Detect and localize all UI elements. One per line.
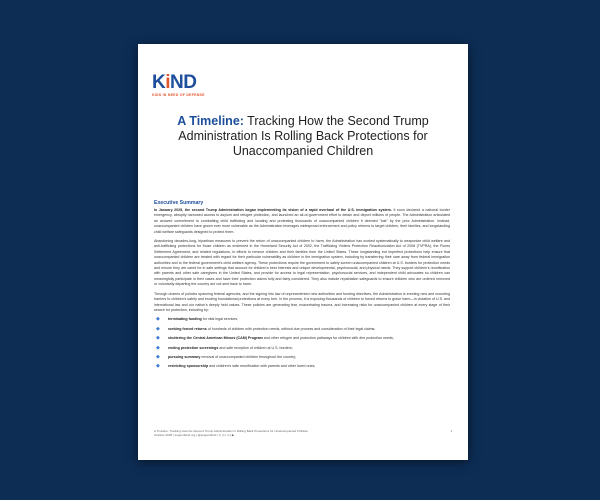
diamond-bullet-icon: ◆ xyxy=(156,335,160,342)
list-item: ◆ pursuing summary removal of unaccompanied children throughout the country; xyxy=(156,353,297,360)
logo-tagline: KIDS IN NEED OF DEFENSE xyxy=(152,93,205,97)
paragraph-1-rest: It soon declared a national border emergency, abruptly narrowed access to asylum and refugee protection, and launched an all-of-government effort to detain and deport millions of people. The Administration articulated an avowed commitment to combatting child trafficking and locating and protecting thousands of unaccompanied children it deemed "lost" by the prior Administration. Instead, unaccompanied children have grown ever more vulnerable as the Administration leverages widespread enforcement and policy reforms to target children, their families, and longstanding child welfare safeguards designed to protect them. xyxy=(154,208,450,234)
document-title xyxy=(138,114,468,159)
diamond-bullet-icon: ◆ xyxy=(156,363,160,370)
paragraph-1 xyxy=(154,208,450,235)
diamond-bullet-icon: ◆ xyxy=(156,344,160,351)
list-item: ◆ shuttering the Central American Minors (CAM) Program and other refugee and protection pathways for children with dire protection needs; xyxy=(156,335,394,342)
diamond-bullet-icon: ◆ xyxy=(156,325,160,332)
list-item: ◆ ending protection screenings and safe reception of children at U.S. borders; xyxy=(156,344,293,351)
diamond-bullet-icon: ◆ xyxy=(156,353,160,360)
list-item: ◆ terminating funding for vital legal services; xyxy=(156,316,239,323)
logo-wordmark xyxy=(152,74,205,92)
logo-letters-nd: ND xyxy=(170,72,197,93)
paragraph-1-bold: In January 2025, the second Trump Administration began implementing its vision of a rapid overhaul of the U.S. immigration system. xyxy=(154,208,392,212)
kind-logo xyxy=(152,74,205,97)
executive-summary-heading: Executive Summary xyxy=(154,200,204,206)
paragraph-3: Through dozens of policies spanning federal agencies, and the signing into law of unprecedented new authorities and funding directives, the Administration is erecting new and mounting barriers to children's safety and eroding foundational protections at every turn. In the process, it is exposing thousands of children to forced returns to grave harm—in violation of U.S. and international law and our nation's deeply held values. These policies are generating fear, exacerbating trauma, and increasing risks for unaccompanied children at every stage of their search for protection, including by: xyxy=(154,291,450,312)
title-rest: Tracking How the Second Trump Administration Is Rolling Back Protections for Unaccompanied Children xyxy=(178,114,429,158)
title-accent: A Timeline: xyxy=(177,114,244,128)
logo-letter-k: K xyxy=(152,72,166,93)
list-item: ◆ seeking forced returns of hundreds of children with protection needs, without due process and consideration of their legal claims; xyxy=(156,325,376,332)
document-body xyxy=(154,200,450,374)
document-page xyxy=(138,44,468,460)
page-footer xyxy=(154,429,452,438)
diamond-bullet-icon: ◆ xyxy=(156,316,160,323)
bullet-list xyxy=(154,317,450,369)
footer-links: October 2025 | supportkind.org | @supportkind | f | ◎ | in | ▶ xyxy=(154,433,235,438)
list-item: ◆ restricting sponsorship and children's safe reunification with parents and other loved ones; xyxy=(156,363,316,370)
page-number: 1 xyxy=(450,429,452,433)
footer-title: A Timeline: Tracking How the Second Trump Administration Is Rolling Back Protections for Unaccompanied Children xyxy=(154,429,309,433)
paragraph-2: Abandoning decades-long, bipartisan measures to prevent the return of unaccompanied children to harm, the Administration has worked systematically to weaponize child welfare and anti-trafficking protections for those children as enshrined in the Homeland Security Act of 2002, the Trafficking Victims Protection Reauthorization Act of 2008 (TVPRA), the Flores Settlement Agreement, and related regulations, in efforts to remove children and their families from the United States. These longstanding but imperfect protections help ensure that unaccompanied children are treated with regard for their particular vulnerability as children in the immigration system, including by transferring their care away from federal immigration authorities and to the federal government's child welfare agency. These protections require the government to safely screen unaccompanied children at U.S. borders for protection needs and ensure they are cared for in safe settings that account for children's best interests and unique developmental, psychosocial, and physical needs. They support children's reunification with parents and other safe caregivers in the United States, and provide for access to legal representation, psychosocial services, and independent child advocates so children can meaningfully participate in their cases and have their protection claims fully and fairly considered. They also include repatriation safeguards to ensure children who are ordered removed or voluntarily departing the country are not sent back to harm. xyxy=(154,239,450,287)
logo-letter-i: i xyxy=(165,72,171,93)
